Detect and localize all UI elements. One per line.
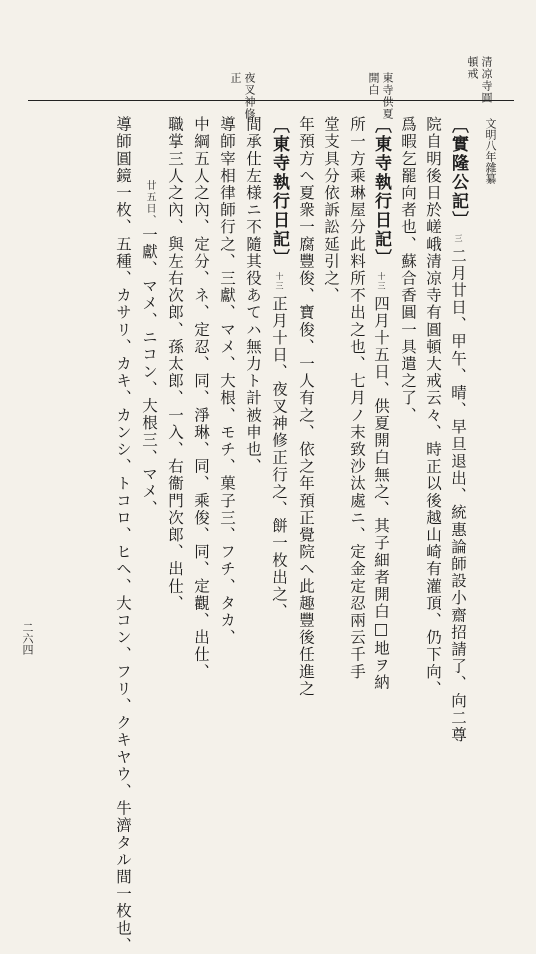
source-title-2: 〔東寺執行日記〕	[371, 116, 391, 268]
col-7: 年預方ヘ夏衆一腐豐俊、寶俊、一人有之、依之年預正覺院ヘ此趣豐後任進之	[297, 116, 315, 698]
col-1-text: 二月廿日、甲午、晴、早旦退出、統惠論師設小齋招請了、向二尊	[449, 247, 467, 744]
col-8-num: 十三	[275, 272, 284, 292]
col-4-num: 十三	[377, 272, 386, 292]
header-tab-2-col2: 開白	[367, 72, 380, 96]
col-8	[270, 116, 287, 620]
col-1-num: 三	[454, 234, 463, 244]
running-title: 文明八年雜纂	[484, 118, 497, 184]
page-number: 二六四	[21, 622, 34, 655]
col-13-date: 廿五日、	[144, 180, 155, 227]
col-4-text: 四月十五日、供夏開白無之、其子細者開白□地ヲ納	[372, 295, 390, 692]
col-8-text: 正月十日、夜叉神修正行之、餅一枚出之、	[270, 295, 288, 621]
col-13-text: 一獻、マメ、ニコン、大根三、マメ、	[140, 226, 158, 518]
col-6: 堂支具分依訴訟延引之、	[322, 116, 340, 305]
col-9: 間承仕左様ニ不隨其役あてハ無力ト計被申也、	[244, 116, 262, 476]
col-10: 導師宰相律師行之、三獻、マメ、大根、モチ、菓子三、フチ、タカ、	[218, 116, 236, 647]
header-tab-3-col2: 正	[229, 72, 242, 84]
header-tab-2-col1: 東寺供夏	[381, 72, 394, 120]
col-2: 院自明後日於嵯峨清凉寺有圓頓大戒云々、時正以後越山崎有灌頂、仍下向、	[424, 116, 442, 698]
col-5: 所一方乘琳屋分此料所不出之也、七月ノ末致沙汰處ニ、定金定忍兩云千手	[348, 116, 366, 681]
header-tab-3-col1: 夜叉神修	[243, 72, 256, 120]
source-title-1: 〔實隆公記〕	[448, 116, 468, 230]
col-12: 職掌三人之內、與左右次郎、孫太郎、一入、右衞門次郎、出仕、	[166, 116, 184, 612]
source-title-3: 〔東寺執行日記〕	[269, 116, 289, 268]
col-11: 中綱五人之內、定分、ネ、定忍、同、淨琳、同、乘俊、同、定觀、出仕、	[192, 116, 210, 681]
col-13	[141, 180, 157, 517]
col-14: 導師圓鏡一枚、五種、カサリ、カキ、カンシ、トコロ、ヒヘ、大コン、フリ、クキヤウ、牛濟タル間一枚也、	[114, 116, 132, 954]
col-3: 爲暇乞罷向者也、蘇合香圓一具遣之了、	[399, 116, 417, 424]
col-4	[372, 116, 389, 691]
col-1	[449, 116, 466, 744]
header-rule	[28, 100, 514, 101]
header-tab-1-col1: 清凉寺圓	[480, 56, 493, 104]
header-tab-1-col2: 頓戒	[466, 56, 479, 80]
